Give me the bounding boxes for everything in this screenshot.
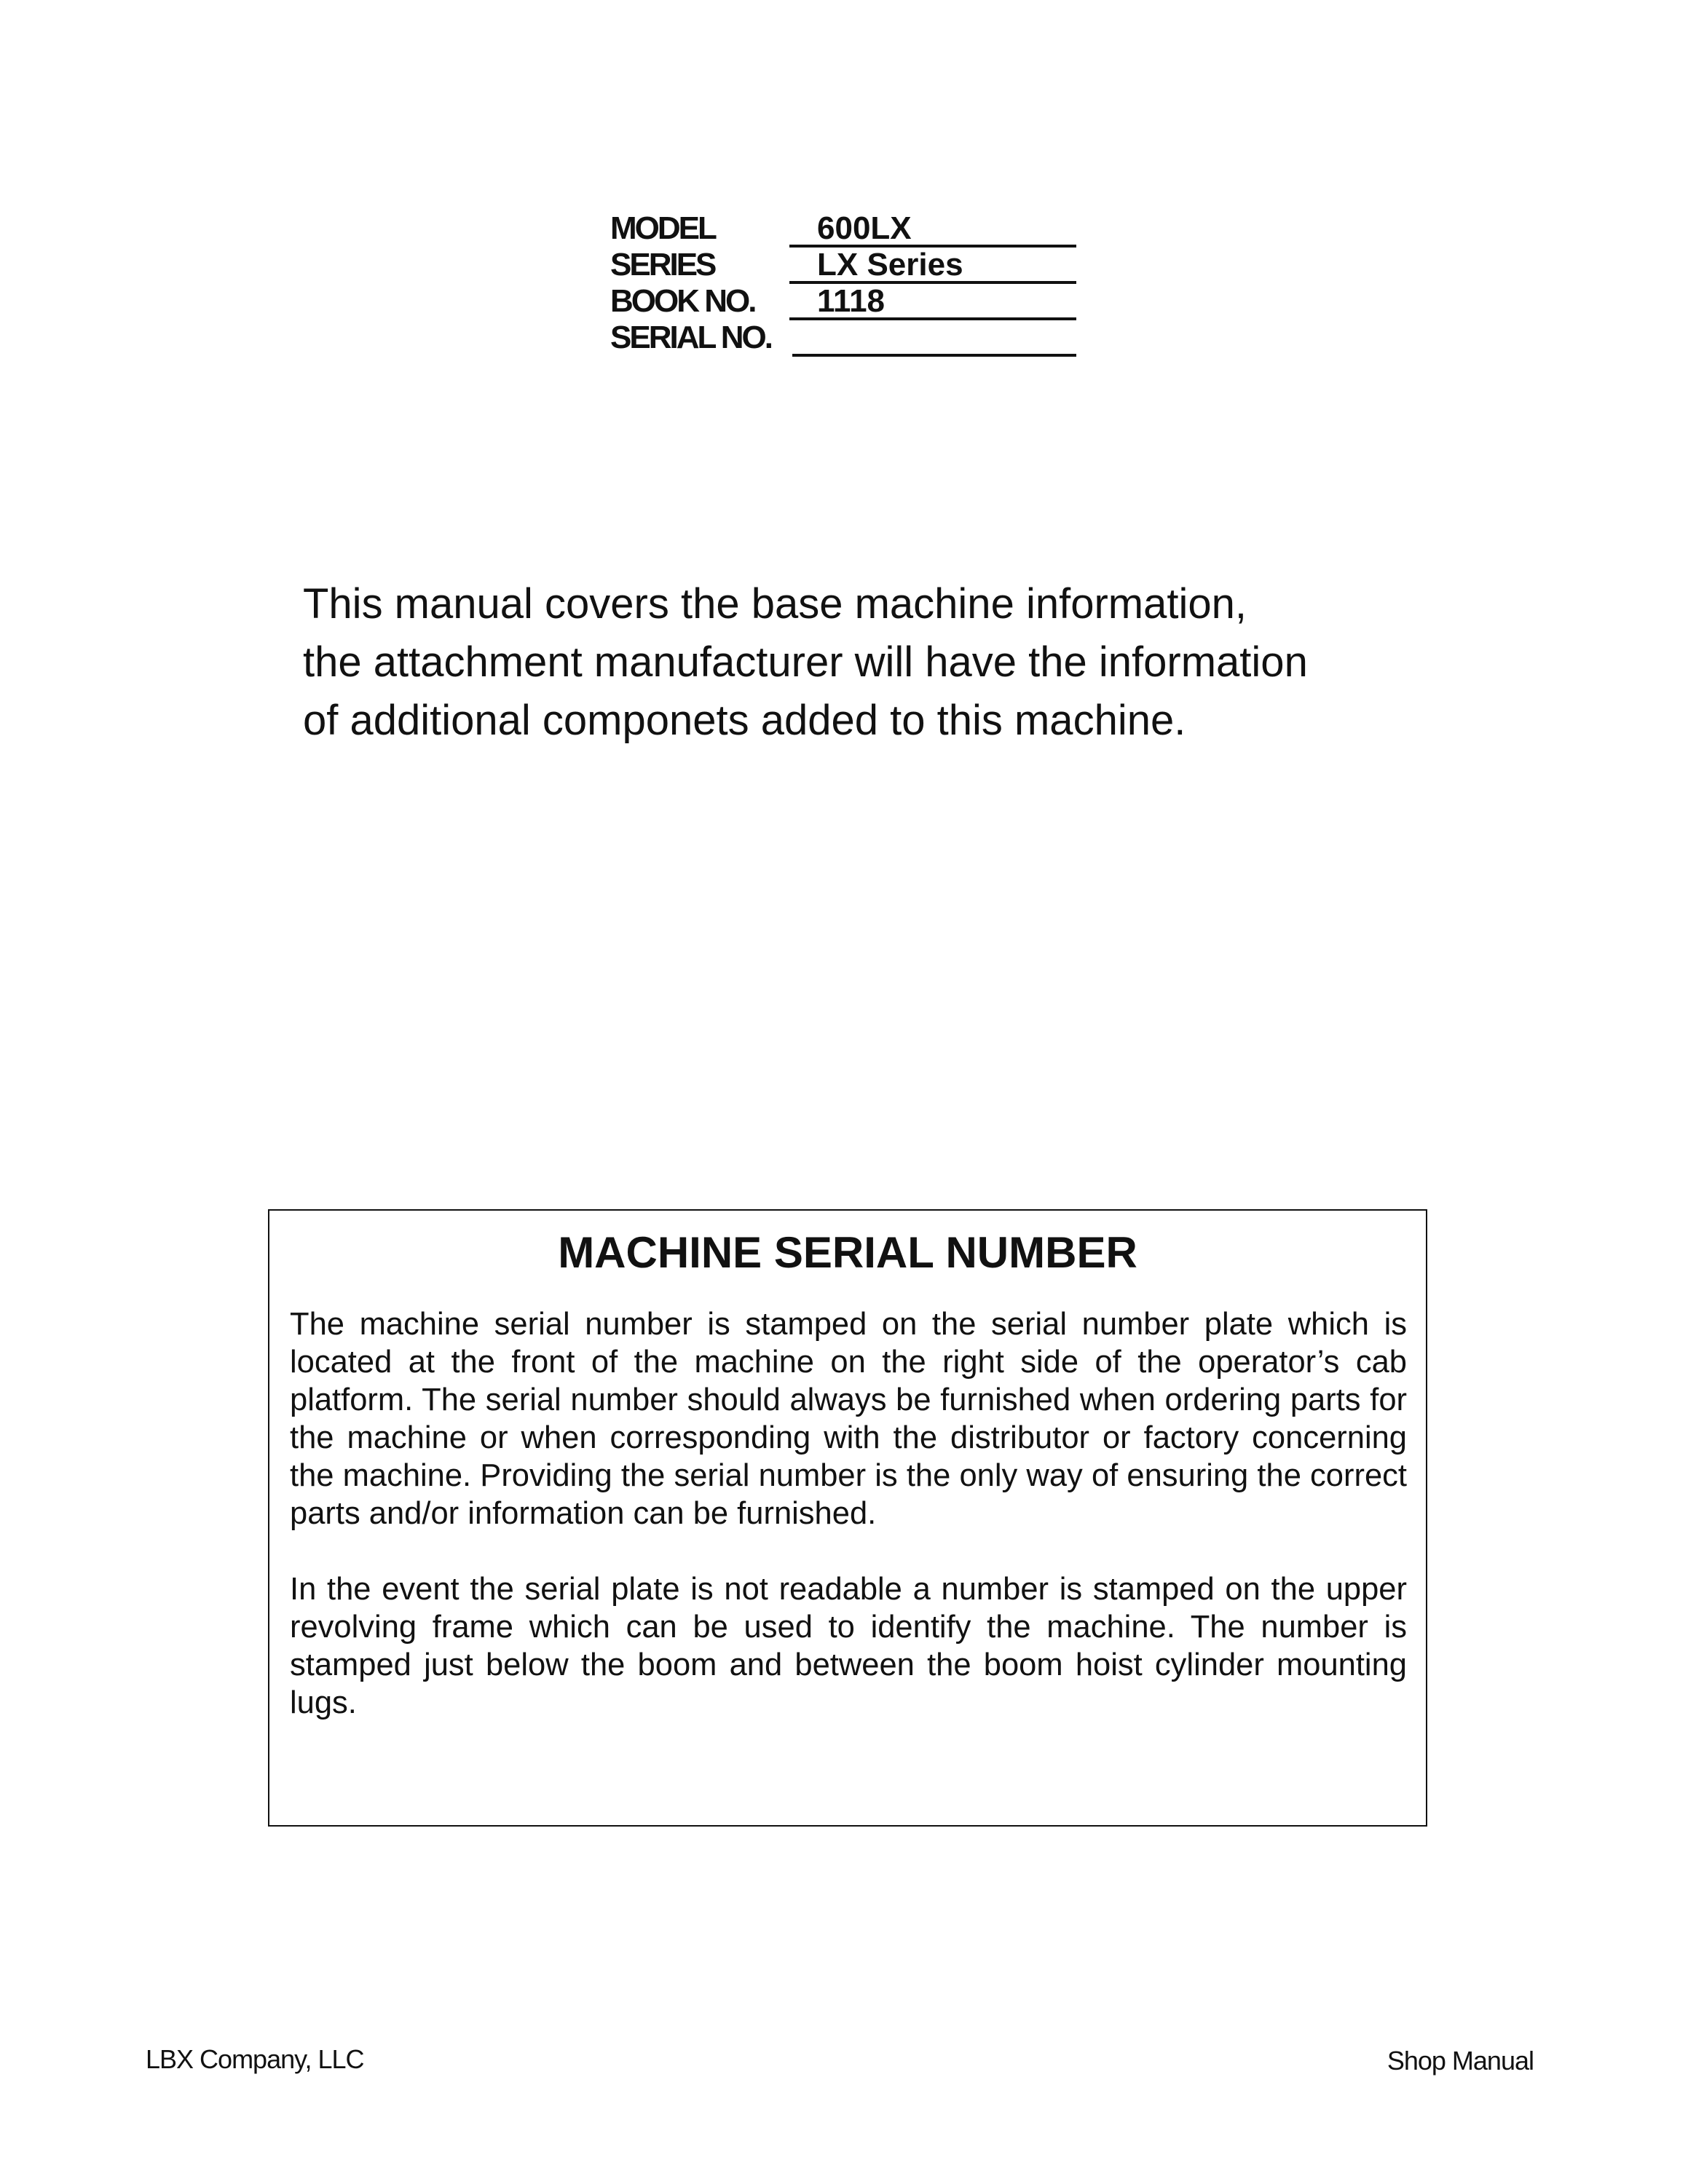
serial-box-title: MACHINE SERIAL NUMBER (558, 1228, 1137, 1277)
book-number-row (610, 284, 1076, 320)
book-number-label: BOOK NO. (610, 283, 755, 319)
serial-box-paragraph: The machine serial number is stamped on the serial number plate which is located at the front of the machine on the right side of the operator’s cab platform. The serial number should always be furnished when ordering parts for the machine or when corresponding with the distributor or factory concerning the machine. Providing the serial number is the only way of ensuring the correct parts and/or information can be furnished. (290, 1307, 1407, 1531)
model-label: MODEL (610, 210, 715, 246)
series-label: SERIES (610, 247, 715, 282)
book-number-value: 1118 (817, 283, 886, 319)
machine-serial-number-box (268, 1209, 1427, 1827)
series-row (610, 248, 1076, 284)
model-row (610, 211, 1076, 248)
footer-company: LBX Company, LLC (146, 2044, 364, 2074)
serial-number-underline (792, 354, 1076, 357)
serial-number-row (610, 320, 1076, 357)
serial-number-label: SERIAL NO. (610, 320, 772, 355)
series-value: LX Series (817, 247, 963, 282)
intro-paragraph (303, 575, 1439, 750)
intro-line: This manual covers the base machine information, (303, 580, 1247, 628)
intro-line: of additional componets added to this machine. (303, 697, 1186, 744)
serial-box-paragraph: In the event the serial plate is not readable a number is stamped on the upper revolving frame which can be used to identify the machine. The number is stamped just below the boom and between the boom hoist cylinder mounting lugs. (290, 1572, 1407, 1720)
model-value: 600LX (817, 210, 912, 246)
intro-line: the attachment manufacturer will have the information (303, 638, 1308, 686)
footer-manual-type: Shop Manual (1387, 2046, 1534, 2076)
